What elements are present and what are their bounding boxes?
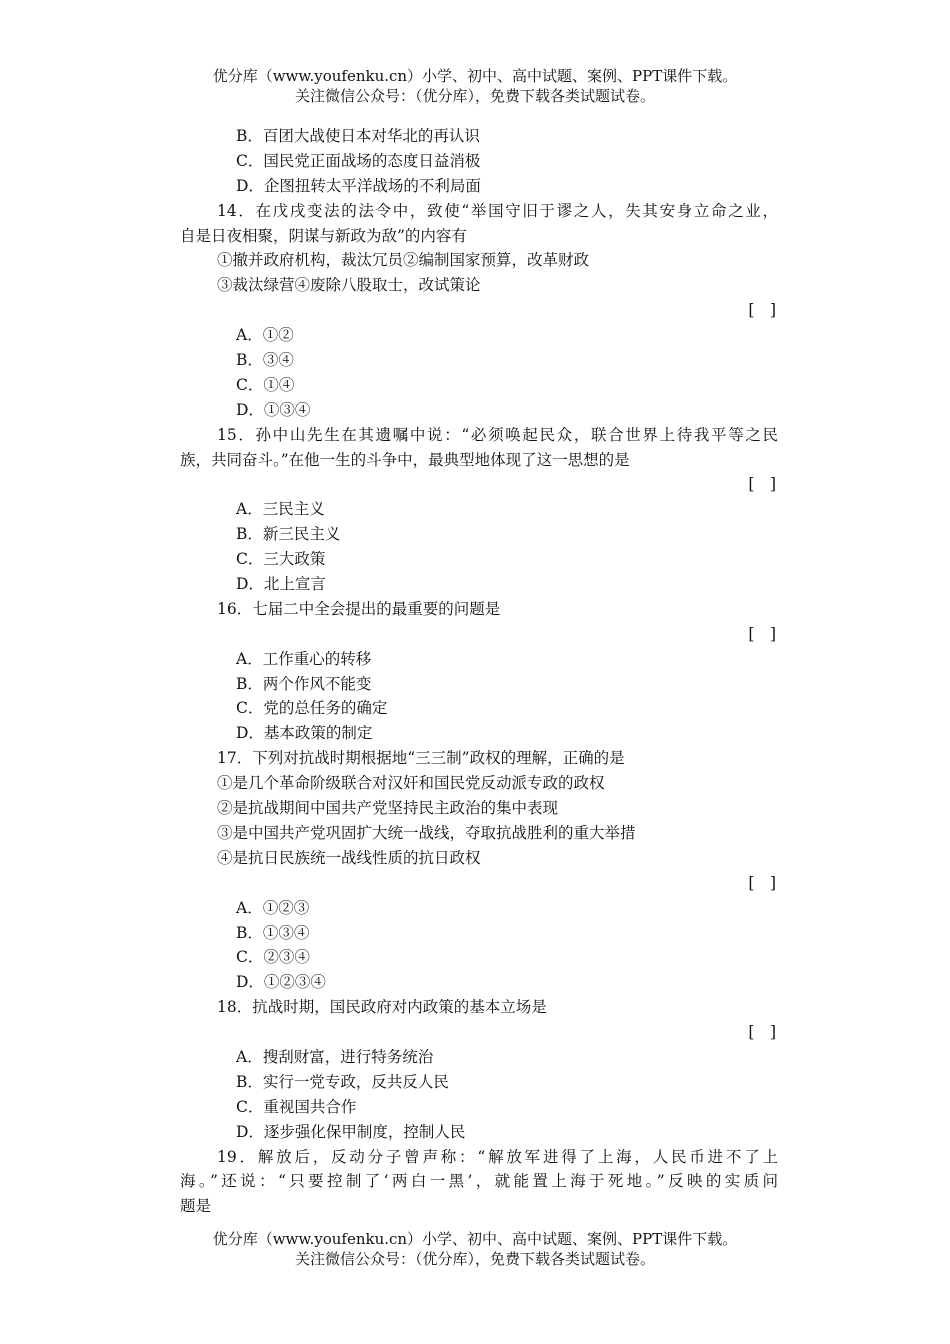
question-stem: 19．解放后，反动分子曾声称：“解放军进得了上海，人民币进不了上 — [217, 1147, 778, 1166]
answer-option: A．工作重心的转移 — [236, 649, 372, 668]
header-line-2: 关注微信公众号：（优分库），免费下载各类试题试卷。 — [294, 87, 655, 105]
answer-option: D．逐步强化保甲制度，控制人民 — [236, 1122, 466, 1141]
answer-bracket: [ ] — [748, 624, 776, 643]
page-footer — [0, 1229, 950, 1269]
question-stem: 族，共同奋斗。”在他一生的斗争中，最典型地体现了这一思想的是 — [180, 450, 630, 469]
answer-option: C．重视国共合作 — [236, 1097, 357, 1116]
footer-line-2: 关注微信公众号：（优分库），免费下载各类试题试卷。 — [294, 1250, 655, 1268]
answer-option: B．新三民主义 — [236, 525, 341, 544]
answer-option: B．两个作风不能变 — [236, 674, 372, 693]
answer-option: A．三民主义 — [236, 500, 325, 519]
question-stem: 海。”还说：“只要控制了‘两白一黑’，就能置上海于死地。”反映的实质问 — [180, 1172, 778, 1191]
answer-bracket: [ ] — [748, 301, 776, 320]
question-statement: ②是抗战期间中国共产党坚持民主政治的集中表现 — [217, 799, 559, 818]
answer-option: D．基本政策的制定 — [236, 724, 373, 743]
answer-option: D．①②③④ — [236, 973, 326, 992]
question-statement: ③是中国共产党巩固扩大统一战线，夺取抗战胜利的重大举措 — [217, 823, 636, 842]
answer-option: B．百团大战使日本对华北的再认识 — [236, 127, 480, 145]
question-statement: ③裁汰绿营④废除八股取士，改试策论 — [217, 276, 481, 295]
answer-bracket: [ ] — [748, 873, 776, 892]
answer-option: D．企图扭转太平洋战场的不利局面 — [236, 176, 481, 195]
answer-option: C．三大政策 — [236, 550, 326, 569]
question-stem: 题是 — [180, 1197, 212, 1216]
question-stem: 自是日夜相聚，阴谋与新政为敌”的内容有 — [180, 226, 467, 245]
exam-content — [180, 124, 778, 1219]
question-statement: ④是抗日民族统一战线性质的抗日政权 — [217, 848, 481, 867]
answer-option: A．①②③ — [236, 898, 310, 917]
answer-option: A．搜刮财富，进行特务统治 — [236, 1047, 434, 1066]
question-stem: 16．七届二中全会提出的最重要的问题是 — [217, 599, 501, 618]
question-stem: 14．在戊戌变法的法令中，致使“举国守旧于谬之人，失其安身立命之业， — [217, 201, 778, 220]
answer-bracket: [ ] — [748, 1023, 776, 1042]
answer-option: B．①③④ — [236, 923, 310, 942]
question-stem: 18．抗战时期，国民政府对内政策的基本立场是 — [217, 998, 547, 1017]
answer-option: C．①④ — [236, 375, 295, 394]
question-stem: 15．孙中山先生在其遗嘱中说：“必须唤起民众，联合世界上待我平等之民 — [217, 425, 778, 444]
answer-option: C．②③④ — [236, 948, 310, 967]
answer-option: B．③④ — [236, 351, 294, 370]
question-statement: ①是几个革命阶级联合对汉奸和国民党反动派专政的政权 — [217, 774, 605, 793]
question-stem: 17．下列对抗战时期根据地“三三制”政权的理解，正确的是 — [217, 749, 625, 768]
header-line-1: 优分库（www.youfenku.cn）小学、初中、高中试题、案例、PPT课件下载。 — [212, 67, 738, 85]
answer-option: C．国民党正面战场的态度日益消极 — [236, 151, 481, 170]
question-statement: ①撤并政府机构，裁汰冗员②编制国家预算，改革财政 — [217, 251, 590, 270]
answer-option: D．①③④ — [236, 400, 311, 419]
answer-option: D．北上宣言 — [236, 575, 326, 594]
footer-line-1: 优分库（www.youfenku.cn）小学、初中、高中试题、案例、PPT课件下载。 — [212, 1230, 738, 1248]
answer-option: C．党的总任务的确定 — [236, 699, 388, 718]
answer-option: A．①② — [236, 326, 294, 345]
answer-bracket: [ ] — [748, 475, 776, 494]
answer-option: B．实行一党专政，反共反人民 — [236, 1072, 449, 1091]
page-header — [0, 66, 950, 106]
